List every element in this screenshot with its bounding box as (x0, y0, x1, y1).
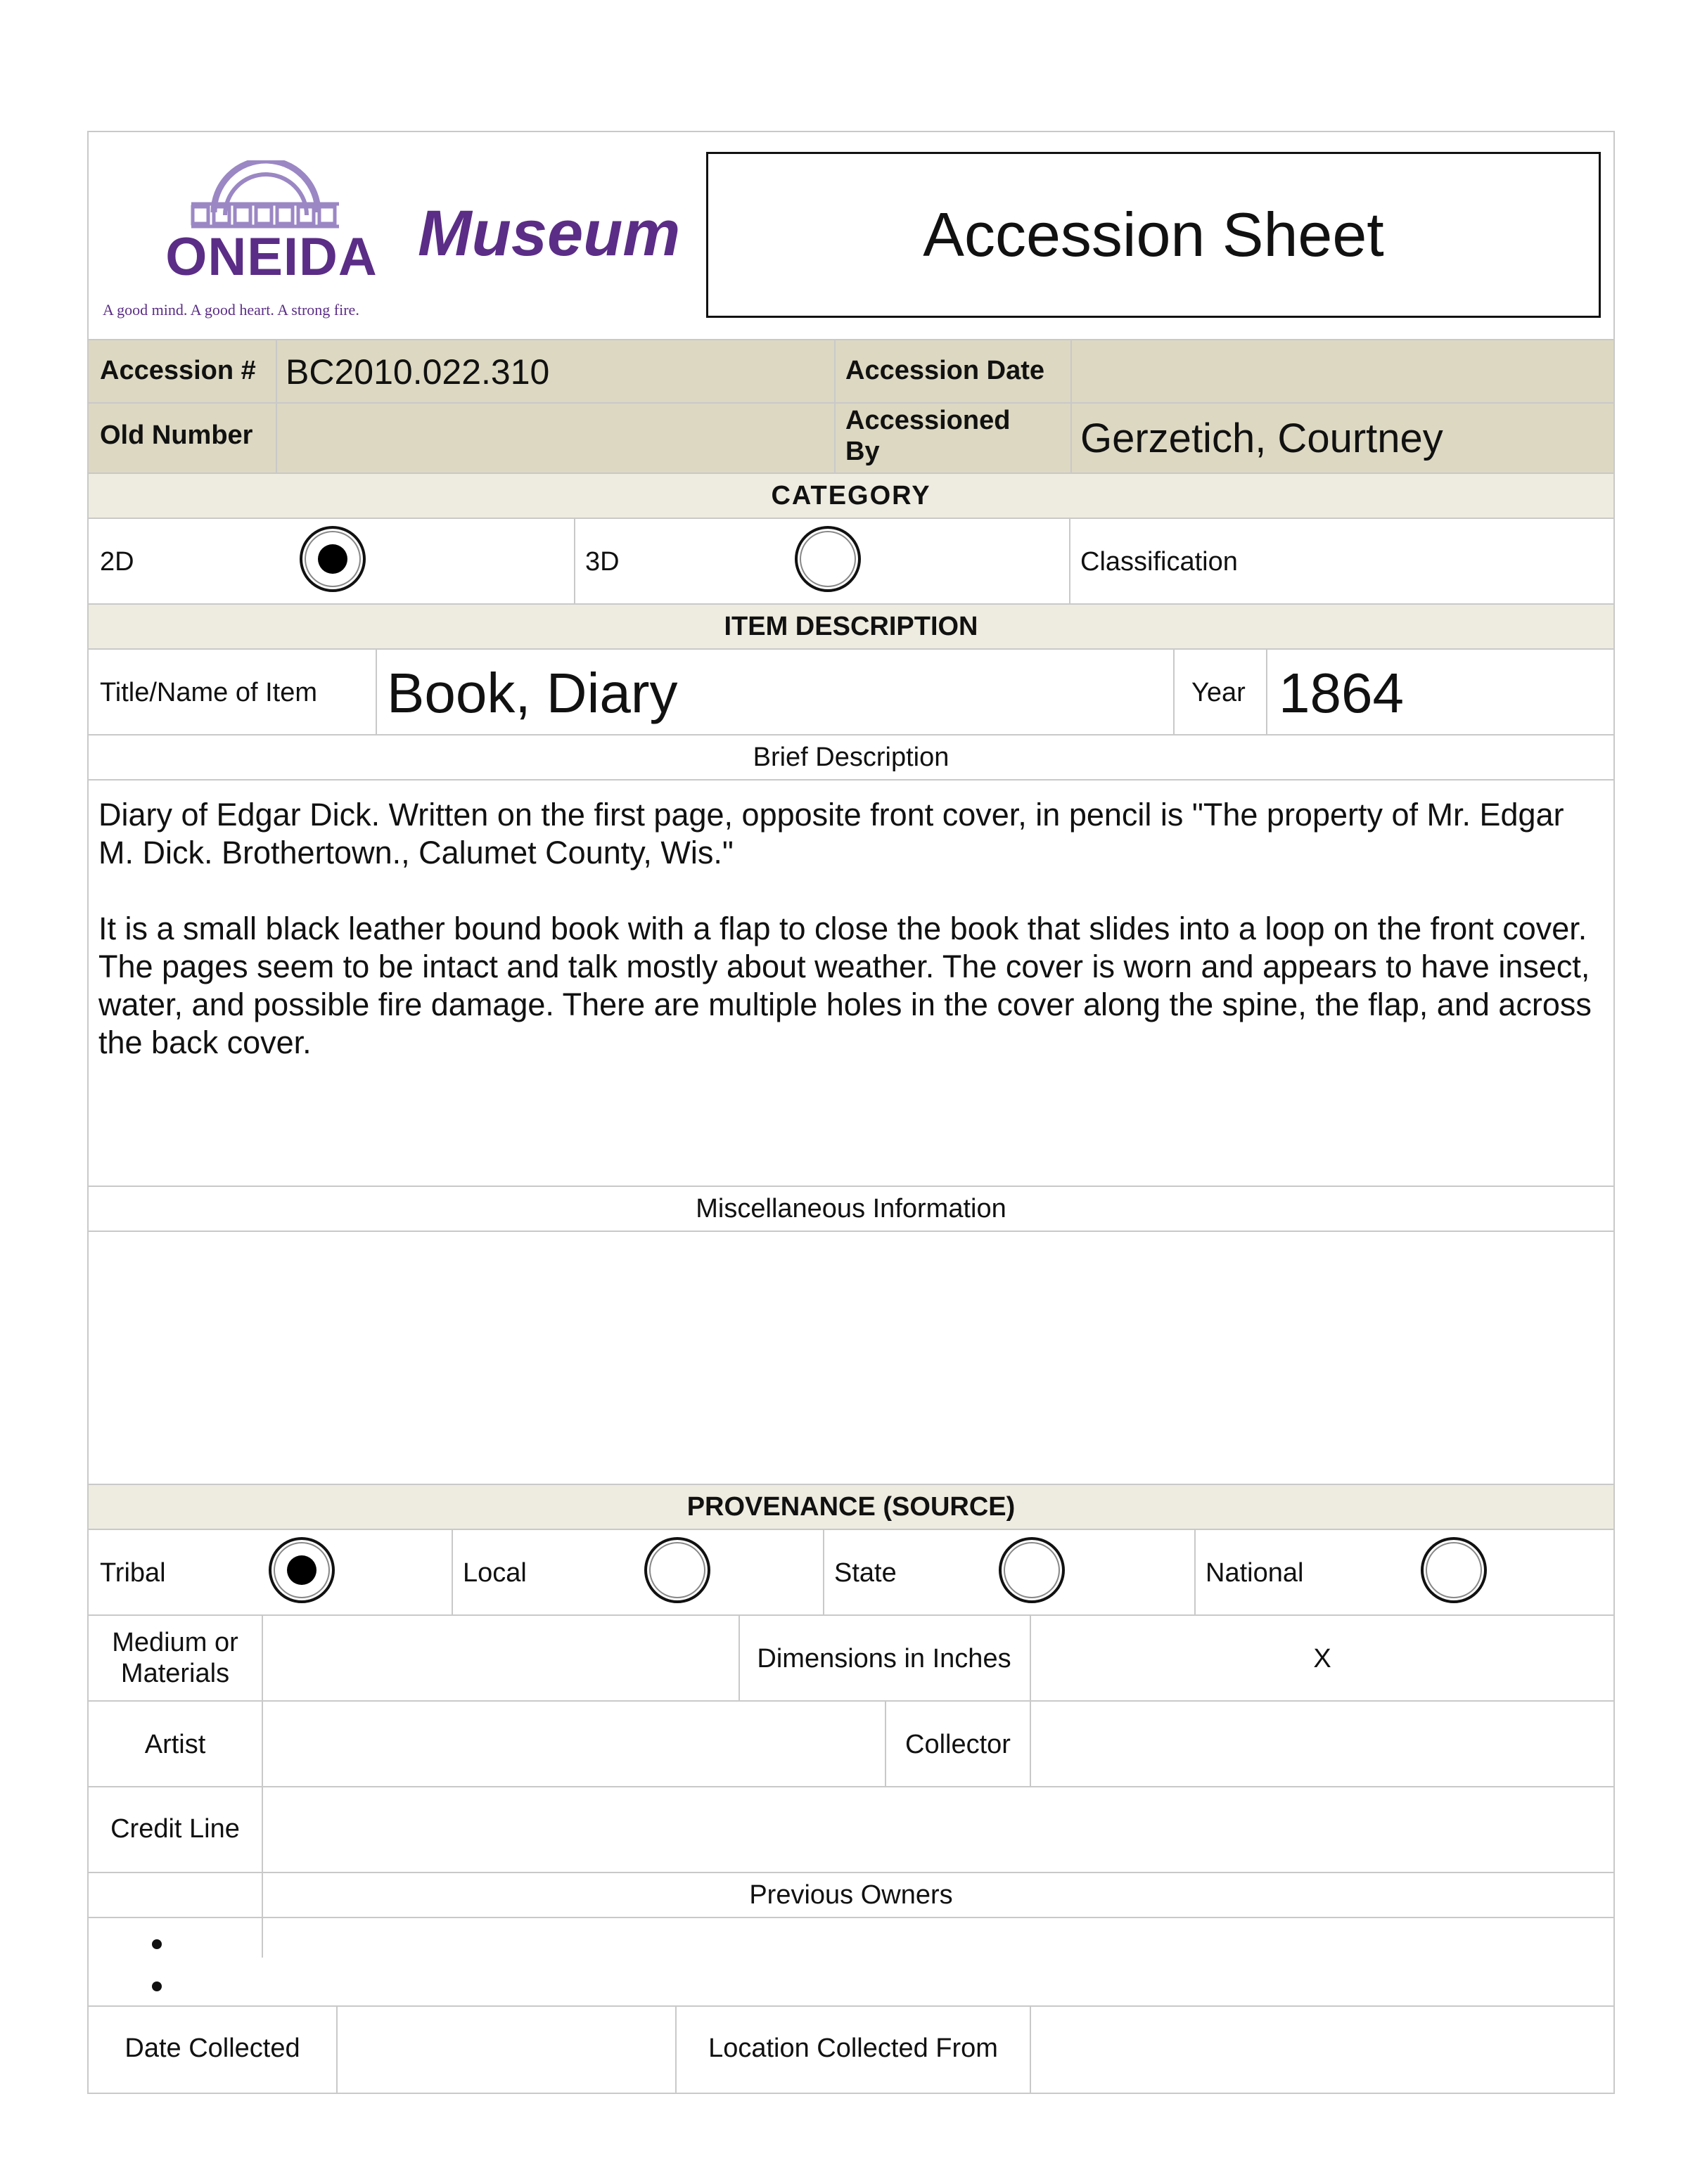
collector-label: Collector (905, 1730, 1011, 1759)
radio-selected-dot (318, 544, 347, 574)
accession-number-label: Accession # (100, 356, 256, 385)
brief-paragraph: Diary of Edgar Dick. Written on the first page, opposite front cover, in pencil is "The property of Mr. Edgar M. Dick. Brothertown., Calumet County, Wis." (98, 797, 1564, 871)
classification-label: Classification (1080, 547, 1238, 577)
dimensions-label: Dimensions in Inches (757, 1644, 1011, 1674)
medium-field[interactable] (264, 1617, 736, 1699)
provenance-national-label: National (1206, 1558, 1304, 1588)
accessioned-by-label: Accessioned By (845, 406, 1011, 466)
previous-owners-list[interactable] (89, 1918, 1613, 2005)
accession-sheet-form (87, 131, 1615, 2094)
category-heading: CATEGORY (89, 474, 1613, 518)
credit-line-field[interactable] (264, 1789, 1608, 1870)
category-2d-radio[interactable] (300, 526, 366, 592)
previous-owners-label: Previous Owners (749, 1880, 953, 1910)
location-collected-label: Location Collected From (708, 2034, 998, 2063)
dimensions-separator[interactable]: X (1313, 1644, 1331, 1674)
old-number-value[interactable] (286, 406, 827, 470)
category-2d-label: 2D (100, 547, 134, 577)
sheet-title: Accession Sheet (923, 200, 1384, 269)
brief-paragraph: It is a small black leather bound book with a flap to close the book that slides into a loop on the front cover. The pages seem to be intact and talk mostly about weather. The cover is worn and appears to have insect, water, and possible fire damage. There are multiple holes in the cover along the spine, the flap, and across the back cover. (98, 911, 1592, 1060)
brief-description-text[interactable] (98, 796, 1604, 1062)
credit-line-label: Credit Line (110, 1814, 240, 1844)
date-collected-field[interactable] (339, 2008, 674, 2091)
item-description-heading: ITEM DESCRIPTION (89, 605, 1613, 648)
museum-label: Museum (418, 198, 681, 269)
brief-description-label: Brief Description (753, 743, 950, 772)
year-value[interactable]: 1864 (1279, 662, 1404, 724)
medium-label: Medium or Materials (112, 1628, 238, 1688)
date-collected-label: Date Collected (124, 2034, 300, 2063)
accession-number-value[interactable]: BC2010.022.310 (286, 352, 550, 392)
artist-label: Artist (144, 1730, 206, 1759)
provenance-local-label: Local (463, 1558, 527, 1588)
collector-field[interactable] (1032, 1703, 1609, 1785)
title-value[interactable]: Book, Diary (387, 662, 678, 724)
accession-date-label: Accession Date (845, 356, 1045, 385)
provenance-tribal-label: Tribal (100, 1558, 166, 1588)
provenance-national-radio[interactable] (1421, 1537, 1487, 1603)
location-collected-field[interactable] (1032, 2008, 1609, 2091)
provenance-tribal-radio[interactable] (269, 1537, 335, 1603)
radio-selected-dot (287, 1555, 316, 1585)
category-3d-radio[interactable] (795, 526, 861, 592)
artist-field[interactable] (264, 1703, 883, 1785)
provenance-local-radio[interactable] (644, 1537, 710, 1603)
list-bullet (152, 1939, 162, 1949)
accessioned-by-value[interactable]: Gerzetich, Courtney (1080, 416, 1443, 461)
year-label: Year (1191, 678, 1246, 707)
list-bullet (152, 1981, 162, 1991)
accession-date-value[interactable] (1082, 343, 1602, 399)
old-number-label: Old Number (100, 420, 253, 450)
misc-info-label: Miscellaneous Information (696, 1194, 1006, 1223)
provenance-heading: PROVENANCE (SOURCE) (89, 1485, 1613, 1529)
category-3d-label: 3D (585, 547, 620, 577)
logo-name: ONEIDA (165, 227, 378, 287)
logo-tagline: A good mind. A good heart. A strong fire. (103, 301, 359, 319)
provenance-state-label: State (834, 1558, 897, 1588)
sheet-title-box (706, 152, 1601, 318)
provenance-state-radio[interactable] (999, 1537, 1065, 1603)
title-label: Title/Name of Item (100, 678, 318, 707)
oneida-logo (103, 160, 468, 329)
misc-info-field[interactable] (89, 1232, 1613, 1482)
